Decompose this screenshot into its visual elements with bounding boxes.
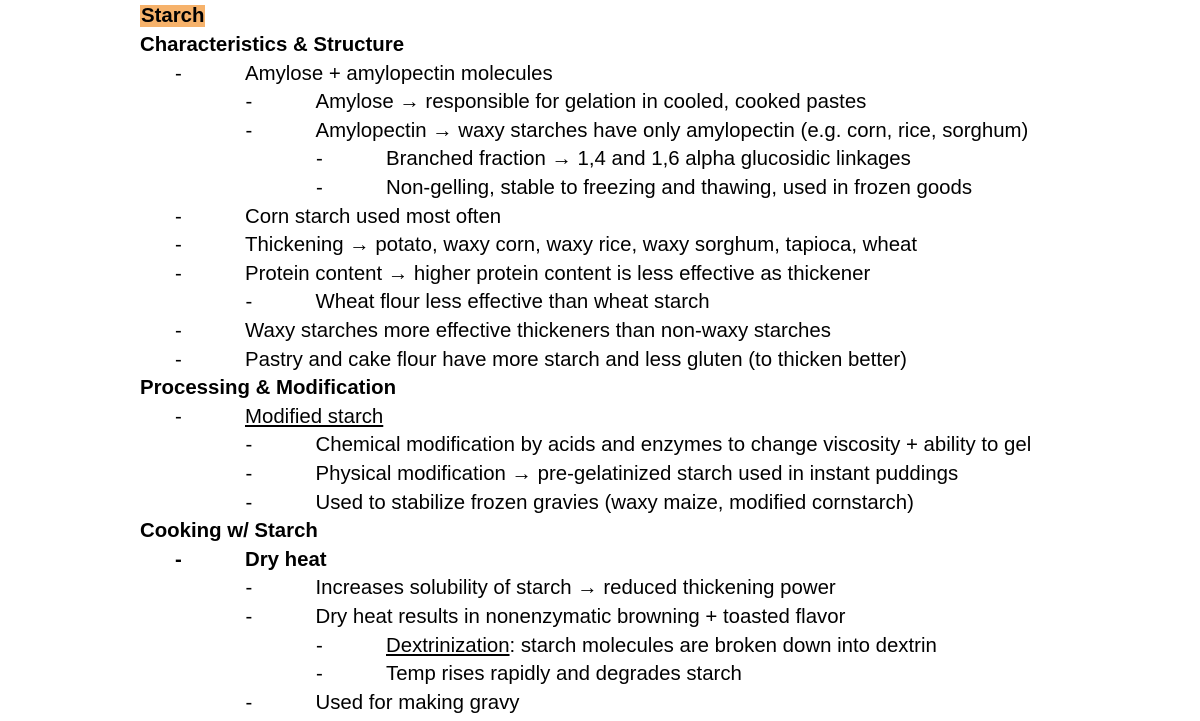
list-item: [175, 546, 327, 575]
bullet-dash: -: [245, 434, 253, 457]
list-item: [246, 117, 1029, 146]
list-item: [175, 403, 383, 432]
bullet-dash: -: [175, 405, 182, 428]
list-item-text: Thickening → potato, waxy corn, waxy rice, waxy sorghum, tapioca, wheat: [245, 234, 918, 257]
bullet-dash: -: [245, 577, 253, 600]
list-item: [246, 431, 1032, 460]
bullet-dash: -: [316, 663, 323, 686]
bullet-dash: -: [245, 91, 253, 114]
list-item-text: Dry heat results in nonenzymatic browning + toasted flavor: [315, 606, 846, 628]
list-item-text: Wheat flour less effective than wheat starch: [315, 291, 710, 314]
bullet-dash: -: [245, 291, 253, 314]
list-item: [246, 88, 867, 117]
document-title: Starch: [141, 5, 205, 27]
list-item-text: Amylopectin → waxy starches have only amylopectin (e.g. corn, rice, sorghum): [315, 119, 1029, 142]
list-item-text: Pastry and cake flour have more starch and less gluten (to thicken better): [245, 348, 907, 371]
list-item-text: Branched fraction → 1,4 and 1,6 alpha glucosidic linkages: [386, 148, 911, 171]
list-item: [175, 346, 907, 375]
bullet-dash: -: [175, 262, 182, 285]
bullet-dash: -: [316, 148, 323, 171]
bullet-dash: -: [245, 606, 253, 628]
list-item: [316, 632, 937, 661]
list-item-text: Dry heat: [245, 548, 327, 571]
list-item: [175, 231, 917, 260]
bullet-dash: -: [175, 548, 182, 571]
list-item-text: Physical modification → pre-gelatinized starch used in instant puddings: [315, 463, 959, 485]
list-item-text: Temp rises rapidly and degrades starch: [386, 663, 742, 686]
bullet-dash: -: [245, 119, 253, 142]
list-item-text: Waxy starches more effective thickeners than non-waxy starches: [245, 320, 831, 342]
bullet-dash: -: [316, 177, 323, 199]
bullet-dash: -: [175, 348, 182, 371]
list-item-text: Chemical modification by acids and enzymes to change viscosity + ability to gel: [315, 434, 1032, 457]
list-item-text: Used to stabilize frozen gravies (waxy maize, modified cornstarch): [315, 491, 914, 514]
bullet-dash: -: [316, 634, 323, 657]
list-item-text: Increases solubility of starch → reduced thickening power: [315, 577, 836, 600]
list-item: [175, 260, 870, 289]
section-heading-text: Processing & Modification: [140, 377, 397, 400]
section-heading: [140, 31, 404, 60]
list-item-text: Amylose → responsible for gelation in cooled, cooked pastes: [315, 91, 867, 114]
section-heading-text: Characteristics & Structure: [140, 34, 405, 56]
list-item-text: : starch molecules are broken down into dextrin: [509, 634, 937, 657]
list-item: [316, 145, 911, 174]
bullet-dash: -: [175, 62, 182, 85]
list-item: [246, 288, 710, 317]
bullet-dash: -: [175, 234, 182, 257]
list-item: [246, 489, 914, 518]
bullet-dash: -: [175, 320, 182, 342]
list-item: [316, 660, 742, 689]
list-item-text: Protein content → higher protein content is less effective as thickener: [245, 262, 871, 285]
section-heading-text: Cooking w/ Starch: [140, 520, 318, 543]
bullet-dash: -: [245, 491, 253, 514]
list-item-text: Non-gelling, stable to freezing and thawing, used in frozen goods: [386, 177, 973, 199]
document-title-line: [140, 2, 205, 31]
list-item: [175, 203, 501, 232]
underlined-term: Modified starch: [245, 405, 384, 428]
list-item: [246, 603, 846, 632]
bullet-dash: -: [245, 691, 253, 714]
list-item-text: Amylose + amylopectin molecules: [245, 62, 553, 85]
bullet-dash: -: [175, 205, 182, 228]
list-item: [246, 574, 836, 603]
list-item: [175, 60, 553, 89]
list-item: [175, 317, 831, 346]
list-item-text: Used for making gravy: [315, 691, 520, 714]
list-item: [316, 174, 972, 203]
section-heading: [140, 517, 318, 546]
underlined-term: Dextrinization: [386, 634, 510, 657]
bullet-dash: -: [245, 463, 253, 485]
section-heading: [140, 374, 396, 403]
list-item: [246, 689, 520, 718]
list-item-text: Corn starch used most often: [245, 205, 502, 228]
list-item: [246, 460, 959, 489]
